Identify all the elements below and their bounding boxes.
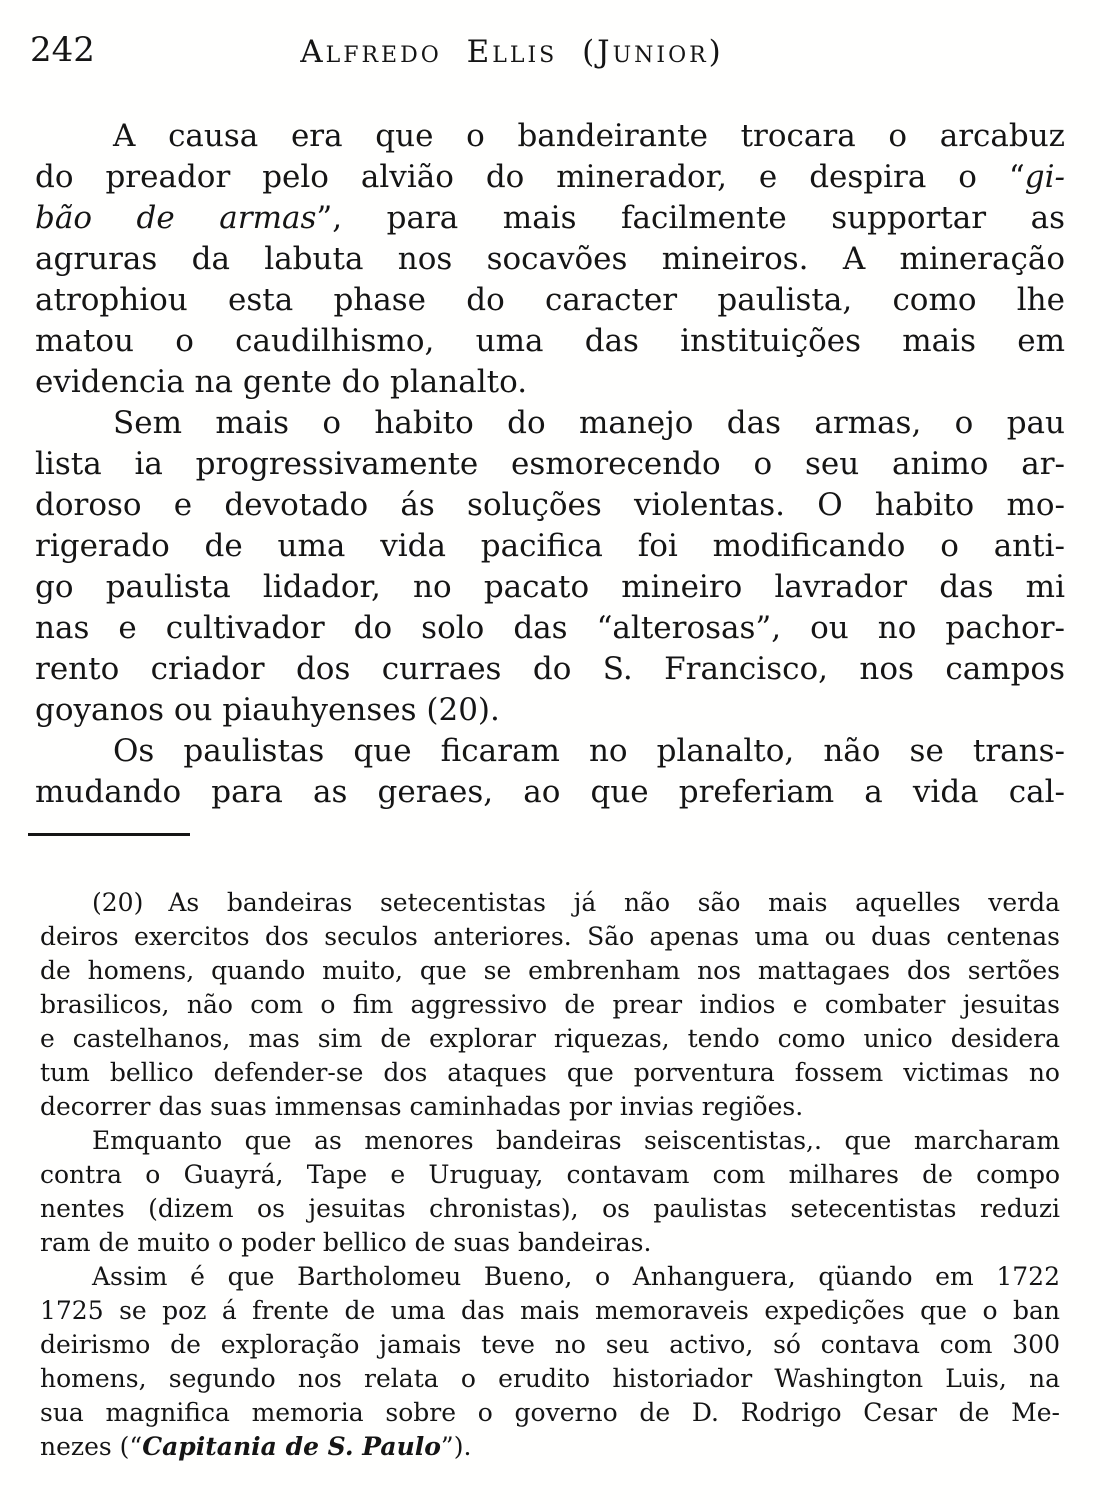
footnote-line: (20) As bandeiras setecentistas já não são mais aquelles verda bbox=[92, 888, 1060, 917]
footnote-line: Assim é que Bartholomeu Bueno, o Anhanguera, qüando em 1722 bbox=[92, 1262, 1060, 1291]
body-line: nas e cultivador do solo das “alterosas”, ou no pachor- bbox=[35, 610, 1065, 646]
footnote-line: nentes (dizem os jesuitas chronistas), os paulistas setecentistas reduzi bbox=[40, 1194, 1060, 1223]
running-title: Alfredo Ellis (Junior) bbox=[300, 34, 724, 70]
footnotes bbox=[40, 886, 1060, 1464]
footnote-line: homens, segundo nos relata o erudito historiador Washington Luis, na bbox=[40, 1364, 1060, 1393]
footnote-line: 1725 se poz á frente de uma das mais memoraveis expedições que o ban bbox=[40, 1296, 1060, 1325]
page-number: 242 bbox=[30, 30, 95, 70]
body-line: bão de armas”, para mais facilmente supportar as bbox=[35, 200, 1065, 236]
body-line: lista ia progressivamente esmorecendo o seu animo ar- bbox=[35, 446, 1065, 482]
body-line: do preador pelo alvião do minerador, e despira o “gi- bbox=[35, 159, 1065, 195]
body-line: rigerado de uma vida pacifica foi modificando o anti- bbox=[35, 528, 1065, 564]
footnote-line: de homens, quando muito, que se embrenham nos mattagaes dos sertões bbox=[40, 956, 1060, 985]
body-line: evidencia na gente do planalto. bbox=[35, 364, 528, 400]
body-line: agruras da labuta nos socavões mineiros. A mineração bbox=[35, 241, 1065, 277]
body-line: doroso e devotado ás soluções violentas. O habito mo- bbox=[35, 487, 1065, 523]
body-line: goyanos ou piauhyenses (20). bbox=[35, 692, 500, 728]
footnote-line: ram de muito o poder bellico de suas bandeiras. bbox=[40, 1228, 652, 1257]
body-line: matou o caudilhismo, uma das instituições mais em bbox=[35, 323, 1065, 359]
body-text bbox=[35, 116, 1065, 813]
footnote-line: contra o Guayrá, Tape e Uruguay, contavam com milhares de compo bbox=[40, 1160, 1060, 1189]
page-header bbox=[0, 0, 1100, 80]
body-line: go paulista lidador, no pacato mineiro lavrador das mi bbox=[35, 569, 1065, 605]
footnote-separator-rule bbox=[28, 833, 190, 836]
footnote-line: Emquanto que as menores bandeiras seiscentistas,. que marcharam bbox=[92, 1126, 1060, 1155]
body-line: Sem mais o habito do manejo das armas, o pau bbox=[113, 405, 1065, 441]
footnote-line: e castelhanos, mas sim de explorar riquezas, tendo como unico desidera bbox=[40, 1024, 1060, 1053]
body-line: A causa era que o bandeirante trocara o arcabuz bbox=[113, 118, 1065, 154]
footnote-line: brasilicos, não com o fim aggressivo de prear indios e combater jesuitas bbox=[40, 990, 1060, 1019]
footnote-line: tum bellico defender-se dos ataques que porventura fossem victimas no bbox=[40, 1058, 1060, 1087]
footnote-line: deirismo de exploração jamais teve no seu activo, só contava com 300 bbox=[40, 1330, 1060, 1359]
body-line: Os paulistas que ficaram no planalto, não se trans- bbox=[113, 733, 1065, 769]
body-line: atrophiou esta phase do caracter paulista, como lhe bbox=[35, 282, 1065, 318]
body-line: mudando para as geraes, ao que preferiam a vida cal- bbox=[35, 774, 1065, 810]
footnote-line: nezes (“Capitania de S. Paulo”). bbox=[40, 1432, 472, 1461]
footnote-line: decorrer das suas immensas caminhadas por invias regiões. bbox=[40, 1092, 804, 1121]
footnote-line: sua magnifica memoria sobre o governo de D. Rodrigo Cesar de Me- bbox=[40, 1398, 1060, 1427]
footnote-line: deiros exercitos dos seculos anteriores. São apenas uma ou duas centenas bbox=[40, 922, 1060, 951]
body-line: rento criador dos curraes do S. Francisco, nos campos bbox=[35, 651, 1065, 687]
